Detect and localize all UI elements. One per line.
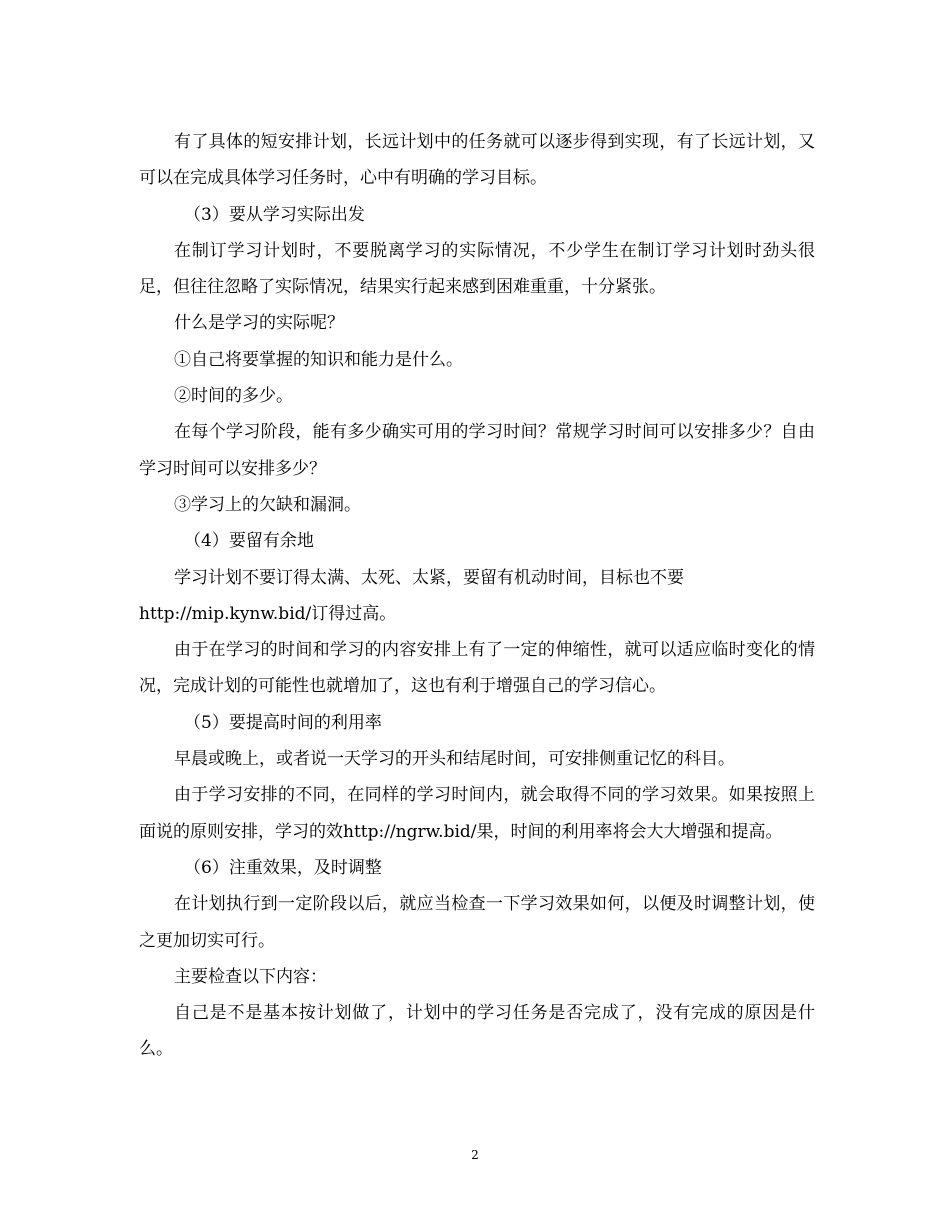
paragraph-8: 由于学习安排的不同，在同样的学习时间内，就会取得不同的学习效果。如果按照上面说的原则安排，学习的效http://ngrw.bid/果，时间的利用率将会大大增强和提高。 [139, 785, 815, 842]
list-item-2: ②时间的多少。 [174, 386, 293, 407]
section-heading-3: （3）要从学习实际出发 [184, 204, 365, 225]
paragraph-3: 什么是学习的实际呢？ [174, 313, 344, 334]
paragraph-4: 在每个学习阶段，能有多少确实可用的学习时间？常规学习时间可以安排多少？自由学习时间可以安排多少？ [139, 422, 815, 479]
paragraph-10: 主要检查以下内容： [174, 966, 327, 987]
paragraph-7: 早晨或晚上，或者说一天学习的开头和结尾时间，可安排侧重记忆的科目。 [174, 749, 735, 770]
list-item-3: ③学习上的欠缺和漏洞。 [174, 494, 361, 515]
section-heading-6: （6）注重效果，及时调整 [184, 857, 382, 878]
page-number: 2 [471, 1148, 479, 1162]
paragraph-5: 学习计划不要订得太满、太死、太紧，要留有机动时间，目标也不要 [174, 567, 684, 588]
document-body [139, 124, 815, 1068]
paragraph-6: 由于在学习的时间和学习的内容安排上有了一定的伸缩性，就可以适应临时变化的情况，完成计划的可能性也就增加了，这也有利于增强自己的学习信心。 [139, 640, 815, 697]
paragraph-1: 有了具体的短安排计划，长远计划中的任务就可以逐步得到实现，有了长远计划，又可以在完成具体学习任务时，心中有明确的学习目标。 [139, 132, 815, 189]
paragraph-11: 自己是不是基本按计划做了，计划中的学习任务是否完成了，没有完成的原因是什么。 [139, 1003, 815, 1060]
paragraph-2: 在制订学习计划时，不要脱离学习的实际情况，不少学生在制订学习计划时劲头很足，但往往忽略了实际情况，结果实行起来感到困难重重，十分紧张。 [139, 240, 815, 298]
paragraph-9: 在计划执行到一定阶段以后，就应当检查一下学习效果如何，以便及时调整计划，使之更加切实可行。 [139, 894, 815, 951]
section-heading-5: （5）要提高时间的利用率 [184, 712, 382, 733]
list-item-1: ①自己将要掌握的知识和能力是什么。 [174, 349, 463, 370]
section-heading-4: （4）要留有余地 [184, 531, 314, 552]
paragraph-5-continuation: http://mip.kynw.bid/订得过高。 [139, 603, 397, 624]
